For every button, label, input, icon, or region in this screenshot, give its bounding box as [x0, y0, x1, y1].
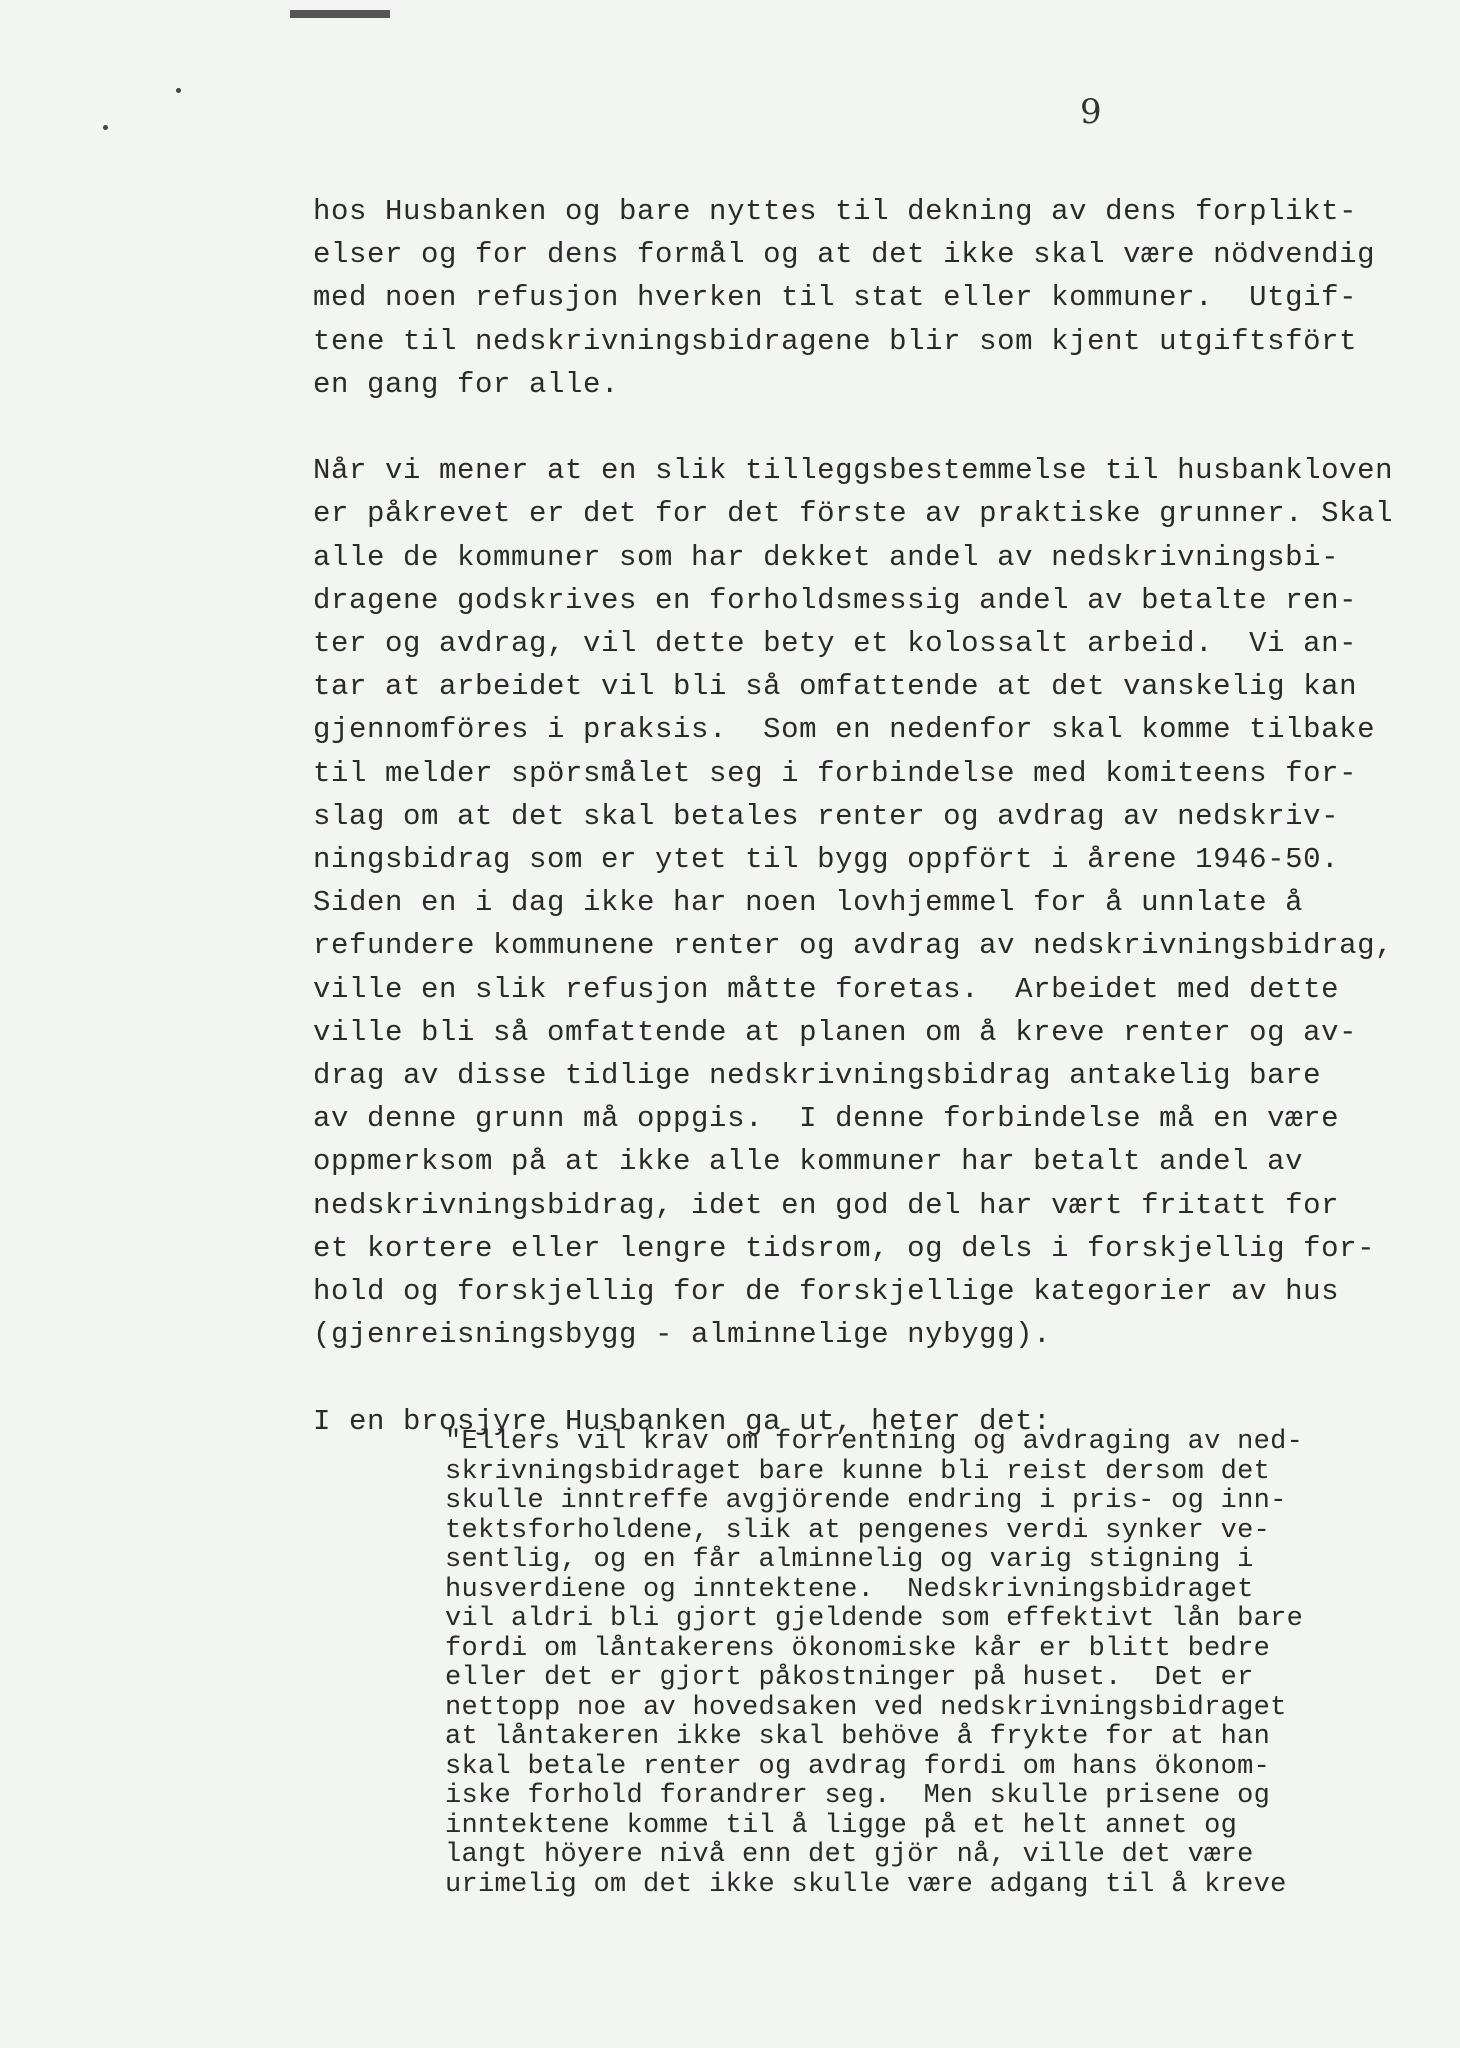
text-line: Når vi mener at en slik tilleggsbestemmelse til husbankloven — [313, 454, 1394, 488]
text-line: nedskrivningsbidrag, idet en god del har vært fritatt for — [313, 1188, 1340, 1222]
text-line: refundere kommunene renter og avdrag av nedskrivningsbidrag, — [313, 929, 1394, 963]
scan-speck — [103, 125, 108, 130]
text-line: elser og for dens formål og at det ikke skal være nödvendig — [313, 238, 1376, 272]
text-line: dragene godskrives en forholdsmessig andel av betalte ren- — [313, 583, 1358, 617]
paragraph-gap — [313, 1356, 1353, 1399]
text-line: slag om at det skal betales renter og avdrag av nedskriv- — [313, 799, 1340, 833]
text-line: gjennomföres i praksis. Som en nedenfor skal komme tilbake — [313, 713, 1376, 747]
quote-line: langt höyere nivå enn det gjör nå, ville det være — [445, 1840, 1254, 1870]
page-number: 9 — [1080, 92, 1102, 132]
text-line: av denne grunn må oppgis. I denne forbindelse må en være — [313, 1102, 1340, 1136]
text-line: I en brosjyre Husbanken ga ut, heter det: — [313, 1404, 1052, 1438]
text-line: er påkrevet er det for det förste av praktiske grunner. Skal — [313, 497, 1394, 531]
text-line: alle de kommuner som har dekket andel av nedskrivningsbi- — [313, 540, 1340, 574]
text-line: med noen refusjon hverken til stat eller kommuner. Utgif- — [313, 281, 1358, 315]
quote-line: iske forhold forandrer seg. Men skulle prisene og — [445, 1781, 1271, 1811]
text-line: ningsbidrag som er ytet til bygg oppfört i årene 1946-50. — [313, 843, 1340, 877]
text-line: Siden en i dag ikke har noen lovhjemmel for å unnlate å — [313, 886, 1304, 920]
quote-line: nettopp noe av hovedsaken ved nedskrivningsbidraget — [445, 1692, 1287, 1723]
quote-line: skal betale renter og avdrag fordi om hans ökonom- — [445, 1751, 1271, 1782]
text-line: ter og avdrag, vil dette bety et kolossalt arbeid. Vi an- — [313, 627, 1358, 661]
block-quote — [445, 1428, 1345, 1900]
quote-line: at låntakeren ikke skal behöve å frykte for at han — [445, 1722, 1271, 1752]
quote-line: skrivningsbidraget bare kunne bli reist dersom det — [445, 1456, 1271, 1487]
scan-speck — [176, 88, 181, 93]
quote-line: "Ellers vil krav om forrentning og avdraging av ned- — [445, 1427, 1304, 1457]
quote-line: fordi om låntakerens ökonomiske kår er blitt bedre — [445, 1633, 1271, 1664]
paragraph-gap — [313, 406, 1353, 449]
text-line: ville bli så omfattende at planen om å kreve renter og av- — [313, 1015, 1358, 1049]
text-line: hos Husbanken og bare nyttes til dekning av dens forplikt- — [313, 195, 1358, 228]
text-line: oppmerksom på at ikke alle kommuner har betalt andel av — [313, 1145, 1304, 1179]
quote-line: inntektene komme til å ligge på et helt annet og — [445, 1810, 1238, 1841]
quote-line: husverdiene og inntektene. Nedskrivningsbidraget — [445, 1574, 1254, 1605]
text-line: tar at arbeidet vil bli så omfattende at det vanskelig kan — [313, 670, 1358, 704]
text-line: hold og forskjellig for de forskjellige kategorier av hus — [313, 1275, 1340, 1309]
body-text — [313, 190, 1394, 1443]
text-line: tene til nedskrivningsbidragene blir som kjent utgiftsfört — [313, 324, 1358, 358]
paragraph-1 — [313, 190, 1376, 406]
quote-line: skulle inntreffe avgjörende endring i pris- og inn- — [445, 1486, 1287, 1516]
text-line: (gjenreisningsbygg - alminnelige nybygg). — [313, 1318, 1052, 1352]
quote-line: eller det er gjort påkostninger på huset. Det er — [445, 1663, 1254, 1693]
paragraph-2 — [313, 449, 1394, 1356]
quote-line: sentlig, og en får alminnelig og varig stigning i — [445, 1545, 1254, 1575]
scan-edge-mark — [290, 10, 390, 18]
text-line: drag av disse tidlige nedskrivningsbidrag antakelig bare — [313, 1059, 1322, 1093]
text-line: ville en slik refusjon måtte foretas. Arbeidet med dette — [313, 972, 1340, 1006]
text-line: til melder spörsmålet seg i forbindelse med komiteens for- — [313, 756, 1358, 790]
text-line: en gang for alle. — [313, 367, 620, 401]
text-line: et kortere eller lengre tidsrom, og dels i forskjellig for- — [313, 1231, 1376, 1265]
quote-line: vil aldri bli gjort gjeldende som effektivt lån bare — [445, 1604, 1304, 1634]
quote-line: tektsforholdene, slik at pengenes verdi synker ve- — [445, 1515, 1271, 1546]
quote-line: urimelig om det ikke skulle være adgang til å kreve — [445, 1869, 1287, 1900]
